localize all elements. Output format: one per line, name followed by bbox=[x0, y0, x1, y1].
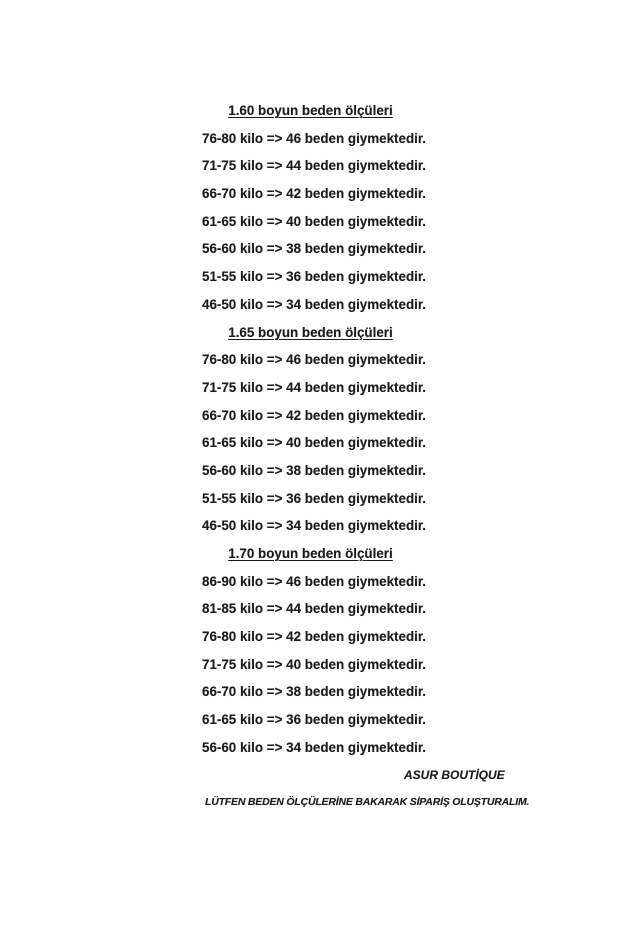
size-row: 61-65 kilo => 40 beden giymektedir. bbox=[202, 213, 427, 229]
size-row: 51-55 kilo => 36 beden giymektedir. bbox=[202, 269, 427, 285]
size-row: 56-60 kilo => 38 beden giymektedir. bbox=[202, 241, 427, 257]
section-title-1-70: 1.70 boyun beden ölçüleri bbox=[228, 546, 393, 561]
brand-signature: ASUR BOUTİQUE bbox=[404, 767, 505, 782]
size-row: 46-50 kilo => 34 beden giymektedir. bbox=[202, 296, 427, 312]
size-row: 46-50 kilo => 34 beden giymektedir. bbox=[202, 518, 427, 534]
size-row: 71-75 kilo => 44 beden giymektedir. bbox=[202, 158, 427, 174]
size-row: 81-85 kilo => 44 beden giymektedir. bbox=[202, 601, 427, 617]
size-row: 86-90 kilo => 46 beden giymektedir. bbox=[202, 573, 427, 589]
size-row: 76-80 kilo => 46 beden giymektedir. bbox=[202, 352, 427, 368]
size-row: 71-75 kilo => 44 beden giymektedir. bbox=[202, 379, 427, 395]
size-row: 66-70 kilo => 38 beden giymektedir. bbox=[202, 684, 427, 700]
size-row: 76-80 kilo => 42 beden giymektedir. bbox=[202, 629, 427, 645]
size-row: 61-65 kilo => 40 beden giymektedir. bbox=[202, 435, 427, 451]
size-chart-document bbox=[0, 97, 621, 817]
size-row: 61-65 kilo => 36 beden giymektedir. bbox=[202, 712, 427, 728]
section-title-1-65: 1.65 boyun beden ölçüleri bbox=[228, 324, 393, 340]
size-row: 71-75 kilo => 40 beden giymektedir. bbox=[202, 656, 427, 672]
section-title-1-60: 1.60 boyun beden ölçüleri bbox=[228, 103, 393, 118]
size-row: 51-55 kilo => 36 beden giymektedir. bbox=[202, 490, 427, 506]
size-row: 76-80 kilo => 46 beden giymektedir. bbox=[202, 130, 427, 146]
size-row: 66-70 kilo => 42 beden giymektedir. bbox=[202, 407, 427, 423]
size-row: 66-70 kilo => 42 beden giymektedir. bbox=[202, 186, 427, 202]
footer-note: LÜTFEN BEDEN ÖLÇÜLERİNE BAKARAK SİPARİŞ OLUŞTURALIM. bbox=[205, 796, 530, 809]
size-row: 56-60 kilo => 34 beden giymektedir. bbox=[202, 739, 427, 755]
size-row: 56-60 kilo => 38 beden giymektedir. bbox=[202, 462, 427, 478]
